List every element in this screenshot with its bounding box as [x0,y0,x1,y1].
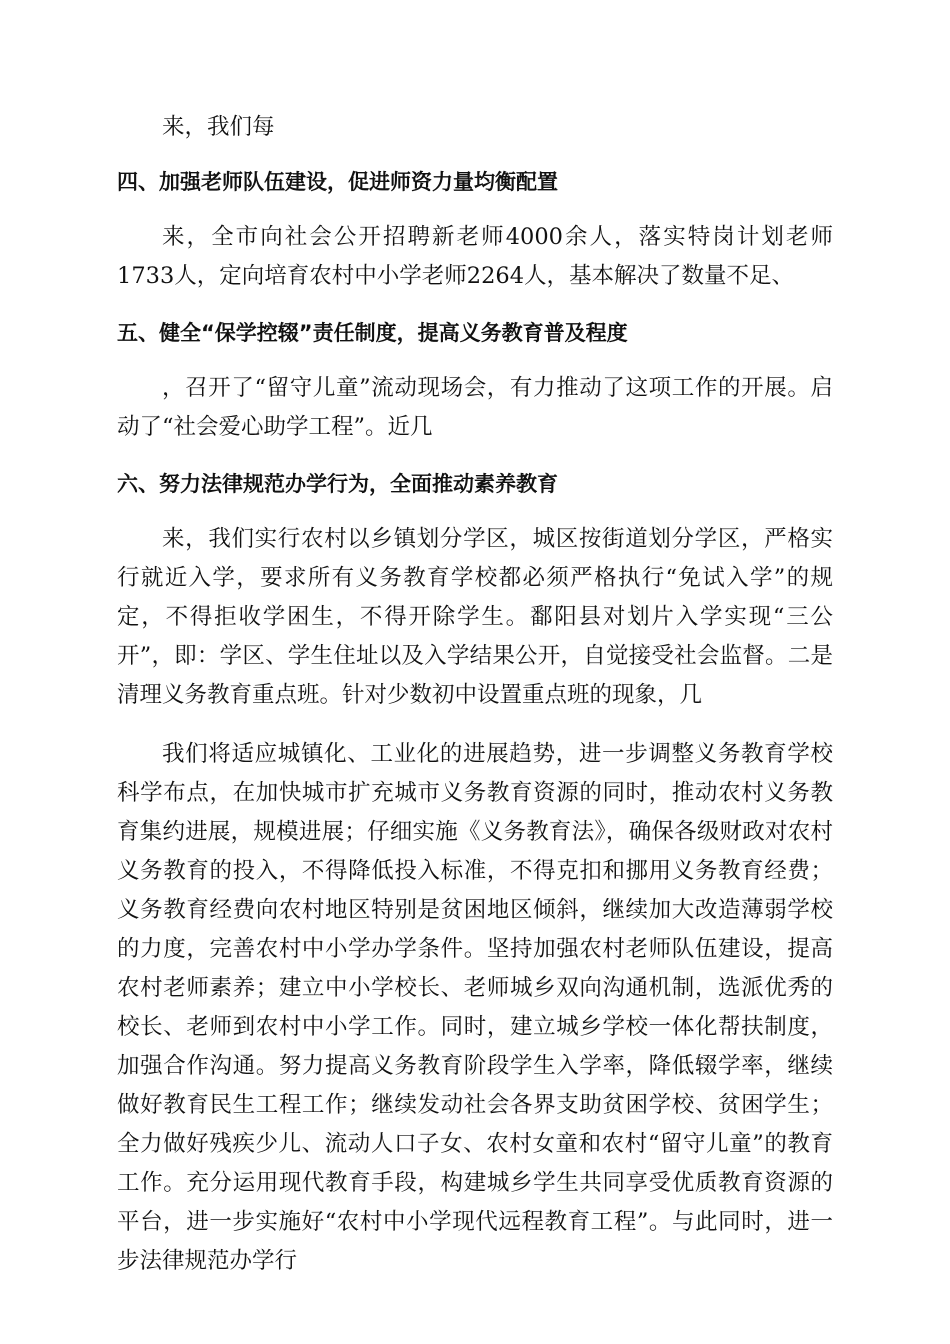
heading-5: 五、健全“保学控辍”责任制度，提高义务教育普及程度 [117,321,628,345]
heading-6: 六、努力法律规范办学行为，全面推动素养教育 [117,472,558,496]
document-page [117,108,833,1281]
paragraph-1: 来，我们每 [162,114,275,140]
paragraph-3: ，召开了“留守儿童”流动现场会，有力推动了这项工作的开展。启动了“社会爱心助学工程”。近几 [117,375,833,440]
paragraph-5: 我们将适应城镇化、工业化的进展趋势，进一步调整义务教育学校科学布点，在加快城市扩充城市义务教育资源的同时，推动农村义务教育集约进展，规模进展；仔细实施《义务教育法》，确保各级财政对农村义务教育的投入，不得降低投入标准，不得克扣和挪用义务教育经费；义务教育经费向农村地区特别是贫困地区倾斜，继续加大改造薄弱学校的力度，完善农村中小学办学条件。坚持加强农村老师队伍建设，提高农村老师素养；建立中小学校长、老师城乡双向沟通机制，选派优秀的校长、老师到农村中小学工作。同时，建立城乡学校一体化帮扶制度，加强合作沟通。努力提高义务教育阶段学生入学率，降低辍学率，继续做好教育民生工程工作；继续发动社会各界支助贫困学校、贫困学生；全力做好残疾少儿、流动人口子女、农村女童和农村“留守儿童”的教育工作。充分运用现代教育手段，构建城乡学生共同享受优质教育资源的平台，进一步实施好“农村中小学现代远程教育工程”。与此同时，进一步法律规范办学行 [117,741,833,1274]
paragraph-2: 来，全市向社会公开招聘新老师4000余人，落实特岗计划老师1733人，定向培育农村中小学老师2264人，基本解决了数量不足、 [117,224,833,289]
heading-4: 四、加强老师队伍建设，促进师资力量均衡配置 [117,170,558,194]
paragraph-4: 来，我们实行农村以乡镇划分学区，城区按街道划分学区，严格实行就近入学，要求所有义务教育学校都必须严格执行“免试入学”的规定，不得拒收学困生，不得开除学生。鄱阳县对划片入学实现“三公开”，即：学区、学生住址以及入学结果公开，自觉接受社会监督。二是清理义务教育重点班。针对少数初中设置重点班的现象，几 [117,526,833,708]
